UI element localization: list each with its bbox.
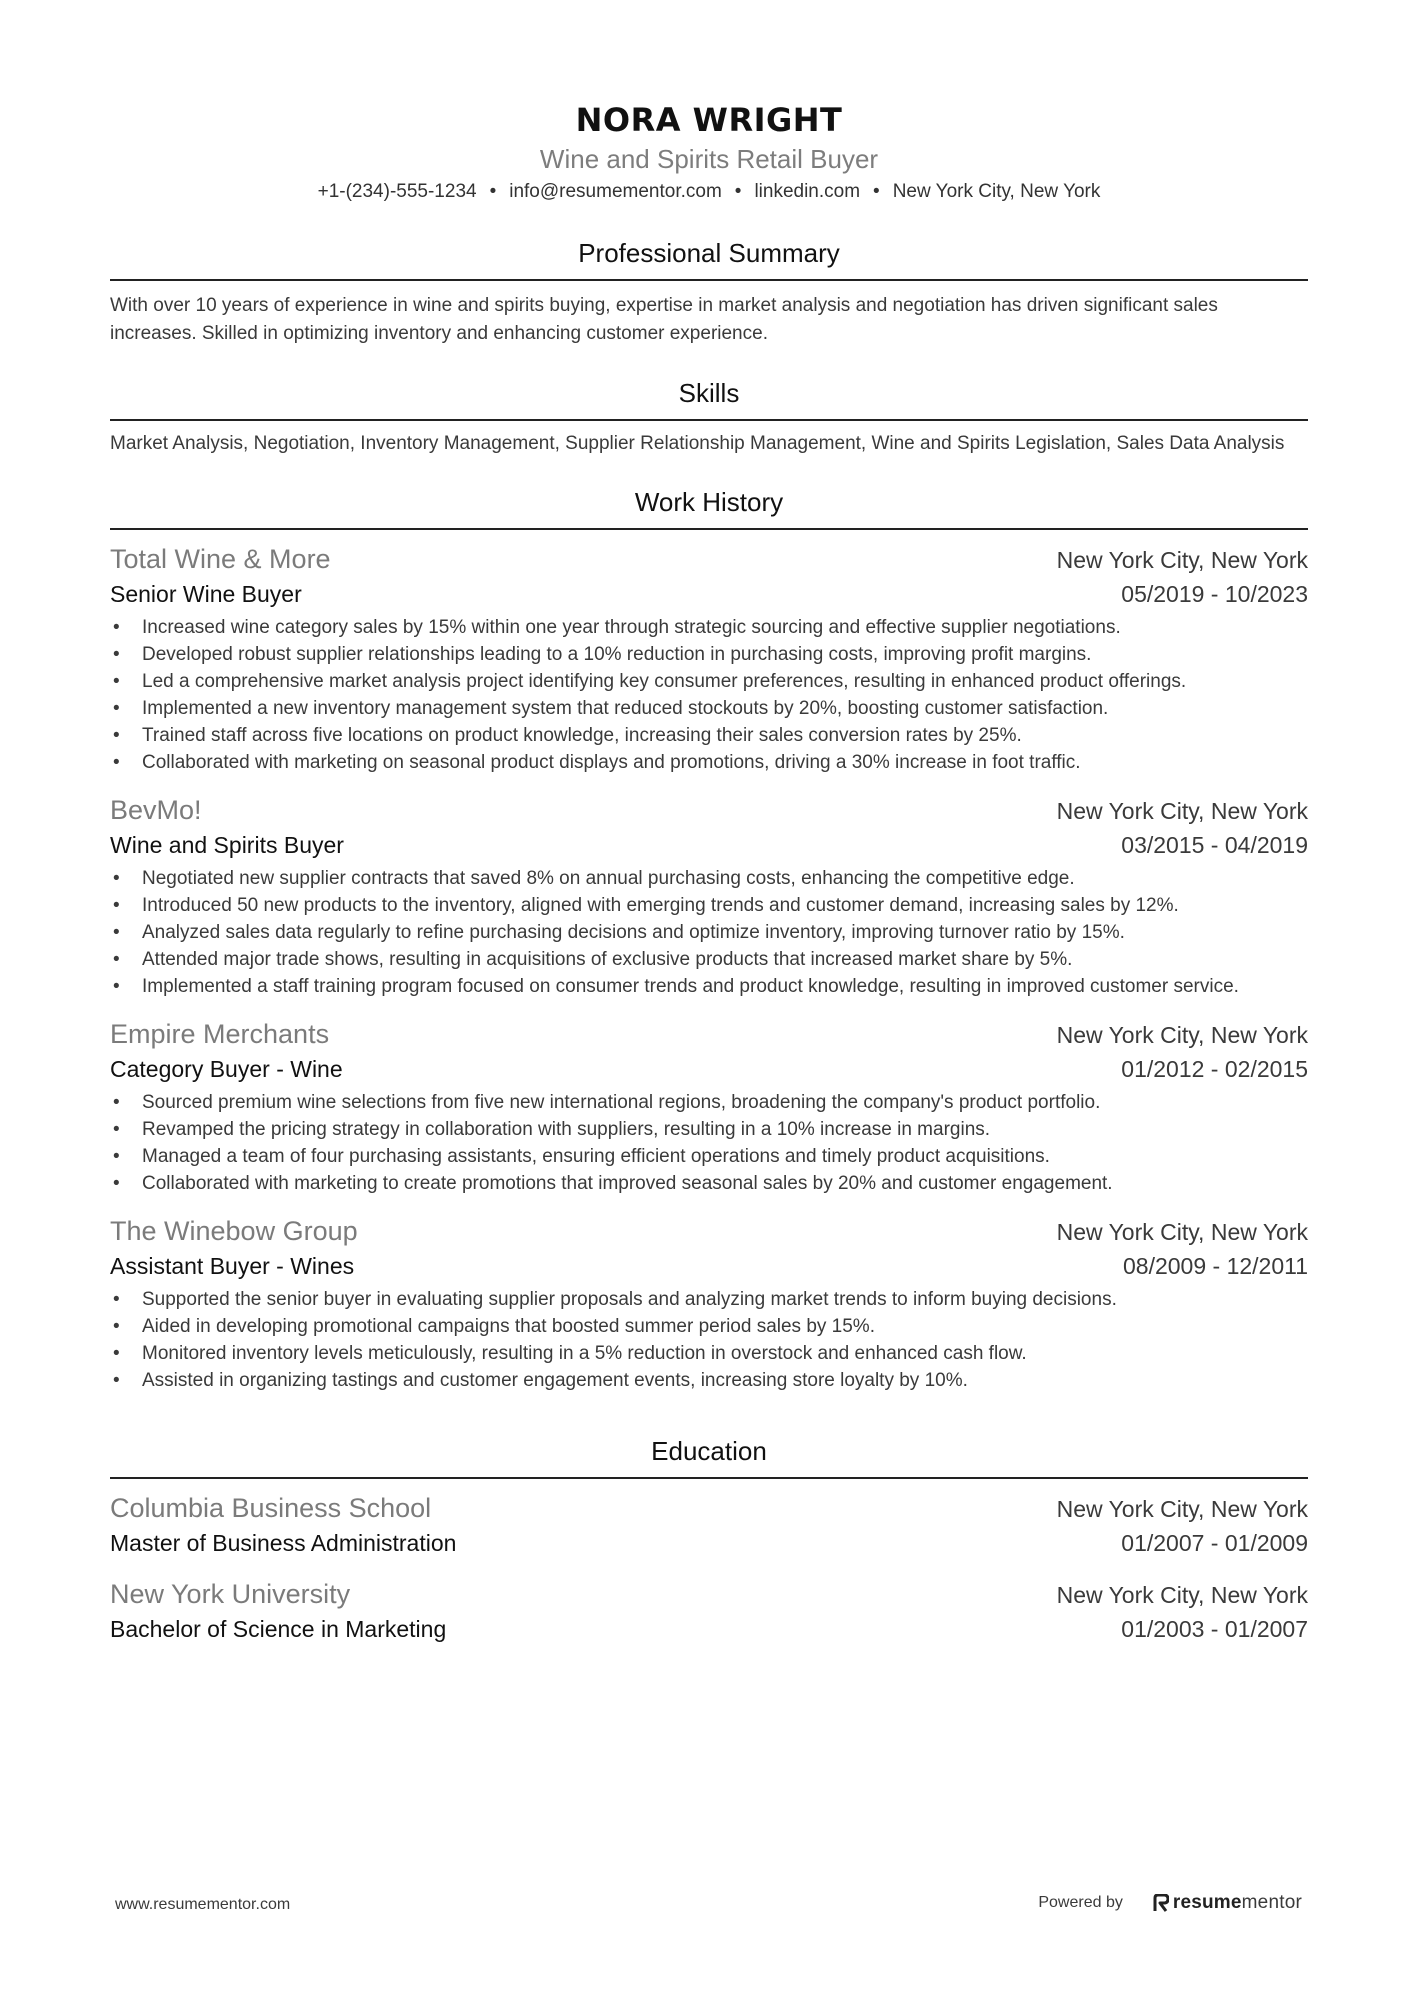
contact-line bbox=[110, 178, 1308, 206]
company-name: Total Wine & More bbox=[110, 544, 331, 574]
job-entry bbox=[110, 1213, 1308, 1394]
contact-linkedin[interactable]: linkedin.com bbox=[754, 181, 861, 202]
footer-branding bbox=[1038, 1892, 1302, 1914]
education-entry bbox=[110, 1490, 1308, 1560]
contact-location: New York City, New York bbox=[892, 181, 1101, 202]
section-heading: Work History bbox=[110, 485, 1308, 530]
job-dates: 03/2015 - 04/2019 bbox=[1121, 832, 1308, 858]
skills-text: Market Analysis, Negotiation, Inventory Management, Supplier Relationship Management, Wine and Spirits Legislation, Sales Data Analysis bbox=[110, 433, 1285, 454]
candidate-name: NORA WRIGHT bbox=[575, 101, 843, 139]
candidate-title: Wine and Spirits Retail Buyer bbox=[539, 144, 879, 174]
bullet-item: • Implemented a new inventory management system that reduced stockouts by 20%, boosting customer satisfaction. bbox=[110, 695, 1308, 722]
bullet-item: • Attended major trade shows, resulting in acquisitions of exclusive products that increased market share by 5%. bbox=[110, 946, 1308, 973]
job-bullets bbox=[110, 865, 1308, 1000]
degree-name: Master of Business Administration bbox=[110, 1530, 457, 1556]
school-name: New York University bbox=[110, 1579, 351, 1609]
job-bullets bbox=[110, 1089, 1308, 1197]
section-work-history bbox=[110, 485, 1308, 1394]
job-dates: 01/2012 - 02/2015 bbox=[1121, 1056, 1308, 1082]
bullet-item: • Revamped the pricing strategy in collaboration with suppliers, resulting in a 10% increase in margins. bbox=[110, 1116, 1308, 1143]
contact-separator: • bbox=[734, 181, 742, 202]
bullet-item: • Aided in developing promotional campaigns that boosted summer period sales by 15%. bbox=[110, 1313, 1308, 1340]
bullet-item: • Developed robust supplier relationships leading to a 10% reduction in purchasing costs, improving profit margins. bbox=[110, 641, 1308, 668]
job-bullets bbox=[110, 1286, 1308, 1394]
school-name: Columbia Business School bbox=[110, 1493, 432, 1523]
bullet-item: • Sourced premium wine selections from five new international regions, broadening the company's product portfolio. bbox=[110, 1089, 1308, 1116]
education-dates: 01/2003 - 01/2007 bbox=[1121, 1616, 1308, 1642]
job-role: Wine and Spirits Buyer bbox=[110, 832, 344, 858]
bullet-item: • Managed a team of four purchasing assistants, ensuring efficient operations and timely product acquisitions. bbox=[110, 1143, 1308, 1170]
education-entry bbox=[110, 1576, 1308, 1646]
job-bullets bbox=[110, 614, 1308, 776]
job-dates: 08/2009 - 12/2011 bbox=[1122, 1253, 1308, 1279]
section-heading: Skills bbox=[110, 376, 1308, 421]
bullet-item: • Led a comprehensive market analysis project identifying key consumer preferences, resulting in enhanced product offerings. bbox=[110, 668, 1308, 695]
footer-website[interactable]: www.resumementor.com bbox=[115, 1896, 291, 1913]
company-name: BevMo! bbox=[110, 795, 202, 825]
bullet-item: • Increased wine category sales by 15% within one year through strategic sourcing and effective supplier negotiations. bbox=[110, 614, 1308, 641]
resumementor-logo-icon bbox=[1153, 1894, 1169, 1912]
company-name: The Winebow Group bbox=[110, 1216, 358, 1246]
job-role: Assistant Buyer - Wines bbox=[110, 1253, 355, 1279]
bullet-item: • Supported the senior buyer in evaluating supplier proposals and analyzing market trends to inform buying decisions. bbox=[110, 1286, 1308, 1313]
section-education bbox=[110, 1434, 1308, 1646]
bullet-item: • Introduced 50 new products to the inventory, aligned with emerging trends and customer demand, increasing sales by 12%. bbox=[110, 892, 1308, 919]
school-location: New York City, New York bbox=[1056, 1496, 1308, 1522]
job-entry bbox=[110, 541, 1308, 776]
bullet-item: • Collaborated with marketing on seasonal product displays and promotions, driving a 30% increase in foot traffic. bbox=[110, 749, 1308, 776]
brand-rest: mentor bbox=[1241, 1892, 1302, 1913]
job-entry bbox=[110, 792, 1308, 1000]
bullet-item: • Assisted in organizing tastings and customer engagement events, increasing store loyalty by 10%. bbox=[110, 1367, 1308, 1394]
resume-content bbox=[110, 98, 1308, 1646]
job-location: New York City, New York bbox=[1056, 1219, 1308, 1245]
bullet-item: • Monitored inventory levels meticulously, resulting in a 5% reduction in overstock and enhanced cash flow. bbox=[110, 1340, 1308, 1367]
job-role: Senior Wine Buyer bbox=[110, 581, 302, 607]
bullet-item: • Trained staff across five locations on product knowledge, increasing their sales conversion rates by 25%. bbox=[110, 722, 1308, 749]
job-location: New York City, New York bbox=[1056, 1022, 1308, 1048]
bullet-item: • Negotiated new supplier contracts that saved 8% on annual purchasing costs, enhancing the competitive edge. bbox=[110, 865, 1308, 892]
resumementor-logo-text bbox=[1173, 1892, 1302, 1914]
school-location: New York City, New York bbox=[1056, 1582, 1308, 1608]
contact-phone: +1-(234)-555-1234 bbox=[317, 181, 477, 202]
job-role: Category Buyer - Wine bbox=[110, 1056, 343, 1082]
section-professional-summary bbox=[110, 236, 1308, 348]
job-dates: 05/2019 - 10/2023 bbox=[1121, 581, 1308, 607]
job-location: New York City, New York bbox=[1056, 547, 1308, 573]
bullet-item: • Collaborated with marketing to create promotions that improved seasonal sales by 20% and customer engagement. bbox=[110, 1170, 1308, 1197]
job-entry bbox=[110, 1016, 1308, 1197]
contact-email[interactable]: info@resumementor.com bbox=[509, 181, 722, 202]
company-name: Empire Merchants bbox=[110, 1019, 330, 1049]
section-heading: Education bbox=[110, 1434, 1308, 1479]
contact-separator: • bbox=[873, 181, 880, 202]
brand-bold: resume bbox=[1172, 1892, 1242, 1913]
bullet-item: • Implemented a staff training program focused on consumer trends and product knowledge, resulting in improved customer service. bbox=[110, 973, 1308, 1000]
degree-name: Bachelor of Science in Marketing bbox=[110, 1616, 447, 1642]
education-dates: 01/2007 - 01/2009 bbox=[1121, 1530, 1308, 1556]
section-skills bbox=[110, 376, 1308, 456]
bullet-item: • Analyzed sales data regularly to refine purchasing decisions and optimize inventory, improving turnover ratio by 15%. bbox=[110, 919, 1308, 946]
section-heading: Professional Summary bbox=[110, 236, 1308, 281]
summary-text: With over 10 years of experience in wine and spirits buying, expertise in market analysis and negotiation has driven significant sales increases. Skilled in optimizing inventory and enhancing customer experience. bbox=[110, 295, 1218, 344]
job-location: New York City, New York bbox=[1056, 798, 1308, 824]
contact-separator: • bbox=[489, 181, 497, 202]
powered-by-label: Powered by bbox=[1038, 1894, 1123, 1911]
